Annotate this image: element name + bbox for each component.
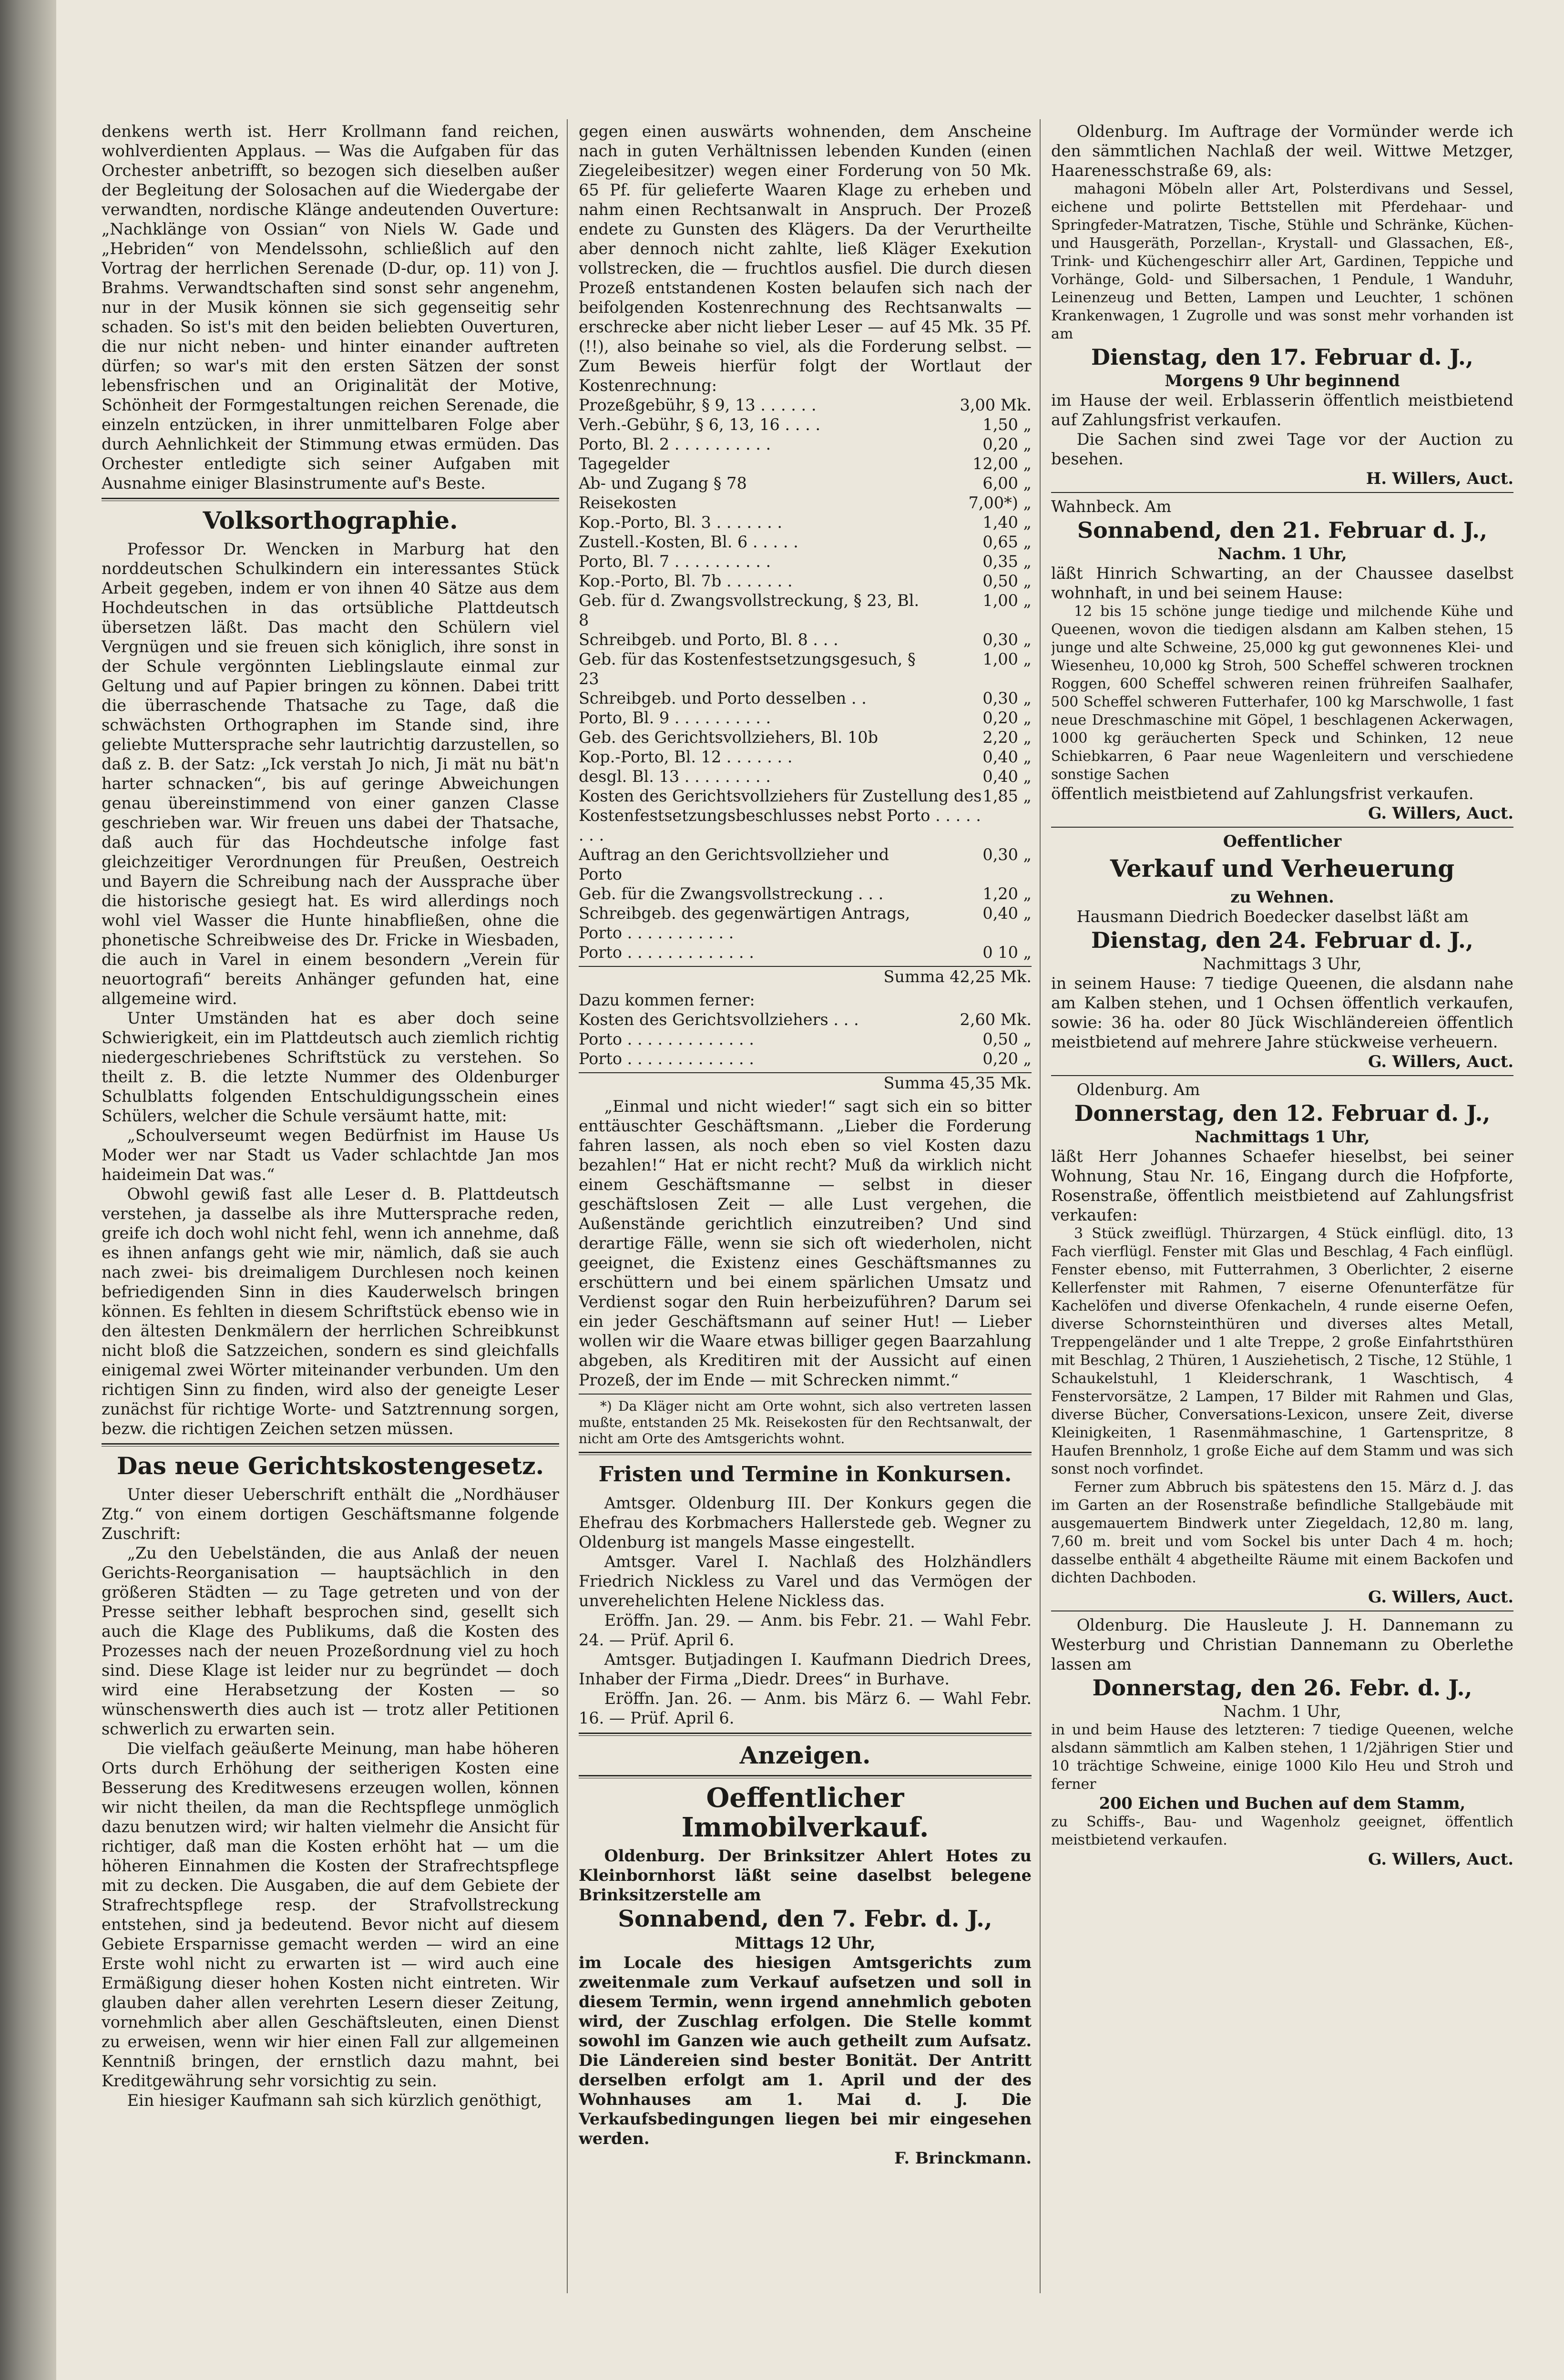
fee-label: Porto, Bl. 7 . . . . . . . . . .	[579, 552, 771, 571]
column-left	[102, 122, 559, 2296]
section-divider	[579, 1733, 1032, 1736]
ad-paragraph: Oldenburg. Am	[1076, 1080, 1200, 1099]
fee-row	[579, 454, 1032, 473]
fee-amount: 0,40 „	[982, 904, 1032, 923]
notice-paragraph: Eröffn. Jan. 26. — Anm. bis März 6. — Wahl Febr. 16. — Prüf. April 6.	[579, 1689, 1032, 1727]
fee-row	[579, 747, 1032, 767]
ad-heading: Verkauf und Verheuerung	[1110, 854, 1455, 882]
fee-amount: 0,20 „	[982, 435, 1032, 453]
ad-paragraph: öffentlich meistbietend auf Zahlungsfrist verkaufen.	[1051, 784, 1474, 803]
article-quote: „Schoulverseumt wegen Bedürfnist im Hause Us Moder wer nar Stadt us Vader schlachtde Jan mos haideimein Dat was.“	[102, 1126, 559, 1184]
ad-signature: F. Brinckmann.	[894, 2149, 1032, 2167]
fee-label: Verh.-Gebühr, § 6, 13, 16 . . . .	[579, 415, 821, 434]
fee-label: Zustell.-Kosten, Bl. 6 . . . . .	[579, 533, 798, 551]
fee-row	[579, 591, 1032, 630]
fee-label: Kop.-Porto, Bl. 3 . . . . . . .	[579, 513, 783, 532]
fee-amount: 1,20 „	[982, 884, 1032, 903]
fee-label: Porto . . . . . . . . . . . . .	[579, 943, 754, 962]
fee-label: Geb. für d. Zwangsvollstreckung, § 23, Bl. 8	[579, 591, 920, 629]
ad-date: Sonnabend, den 21. Februar d. J.,	[1077, 517, 1488, 543]
fee-label: Auftrag an den Gerichtsvollzieher und Porto	[579, 845, 889, 883]
fee-amount: 12,00 „	[972, 454, 1032, 473]
ad-kicker: Oeffentlicher	[1223, 832, 1342, 851]
fee-label: Reisekosten	[579, 493, 677, 512]
fee-label: Kosten des Gerichtsvollziehers . . .	[579, 1010, 859, 1029]
fee-label: Kop.-Porto, Bl. 7b . . . . . . .	[579, 572, 793, 590]
fee-amount: 0,65 „	[982, 533, 1032, 551]
fee-row	[579, 434, 1032, 454]
ad-paragraph: Ferner zum Abbruch bis spätestens den 15. März d. J. das im Garten an der Rosenstraße befindliche Stallgebäude mit ausgemauertem Bindwerk unter Ziegeldach, 12,80 m. lang, 7,60 m. breit und vom Sockel bis unter Dach 4 m. hoch; dasselbe enthält 4 abgetheilte Räume mit einem Backofen und dichten Dachboden.	[1051, 1479, 1513, 1586]
fee-row	[579, 493, 1032, 513]
article-heading: Fristen und Termine in Konkursen.	[598, 1462, 1012, 1487]
fee-row	[579, 943, 1032, 962]
fee-row	[579, 532, 1032, 552]
ad-items: mahagoni Möbeln aller Art, Polsterdivans und Sessel, eichene und polirte Bettstellen mit Pferdehaar- und Springfeder-Matratzen, Tische, Stühle und Schränke, Küchen- und Hausgeräth, Porzellan-, Krystall- und Glassachen, Eß-, Trink- und Küchengeschirr aller Art, Gardinen, Teppiche und Vorhänge, Gold- und Silbersachen, 1 Pendule, 1 Wanduhr, Leinenzeug und Betten, Lampen und Leuchter, 1 schönen Krankenwagen, 1 Zugrolle und was sonst mehr vorhanden ist am	[1051, 181, 1513, 342]
ad-paragraph: Oldenburg. Im Auftrage der Vormünder werde ich den sämmtlichen Nachlaß der weil. Wittwe Metzger, Haarenesschstraße 69, als:	[1051, 122, 1513, 180]
section-divider	[102, 498, 559, 501]
footnote-rule	[579, 1394, 1032, 1395]
fee-label: Kosten des Gerichtsvollziehers für Zustellung des Kostenfestsetzungsbeschlusses nebst Porto . . . . . . . .	[579, 787, 982, 844]
ad-heading: Oeffentlicher Immobilverkauf.	[681, 1782, 929, 1843]
fee-label: Schreibgeb. und Porto, Bl. 8 . . .	[579, 630, 838, 649]
fee-label: Ab- und Zugang § 78	[579, 474, 747, 492]
fee-row	[579, 513, 1032, 532]
fee-row	[579, 884, 1032, 903]
fee-label: desgl. Bl. 13 . . . . . . . . .	[579, 767, 771, 786]
fee-amount: 0,30 „	[982, 689, 1032, 708]
ad-signature: G. Willers, Auct.	[1368, 1588, 1513, 1606]
book-binding-edge	[0, 0, 56, 2380]
fee-row	[579, 649, 1032, 688]
fee-label: Porto, Bl. 9 . . . . . . . . . .	[579, 708, 771, 727]
fee-row	[579, 1049, 1032, 1068]
ad-time: Nachmittags 1 Uhr,	[1195, 1128, 1370, 1146]
ad-signature: G. Willers, Auct.	[1368, 1052, 1513, 1071]
notice-paragraph: Amtsger. Butjadingen I. Kaufmann Diedrich Drees, Inhaber der Firma „Diedr. Drees“ in Burhave.	[579, 1650, 1032, 1688]
ad-paragraph: Oldenburg. Der Brinksitzer Ahlert Hotes zu Kleinbornhorst läßt seine daselbst belegene Brinksitzerstelle am	[579, 1847, 1032, 1904]
fee-amount: 0,50 „	[982, 1030, 1032, 1048]
fee-row	[579, 395, 1032, 415]
ad-signature: G. Willers, Auct.	[1368, 1850, 1513, 1868]
fee-amount: 1,50 „	[982, 415, 1032, 434]
fee-row	[579, 473, 1032, 493]
fee-label: Tagegelder	[579, 454, 670, 473]
fee-label: Geb. für das Kostenfestsetzungsgesuch, § 23	[579, 650, 916, 688]
fee-row	[579, 786, 1032, 845]
ad-items: 12 bis 15 schöne junge tiedige und milchende Kühe und Queenen, wovon die tiedigen alsdann am Kalben stehen, 15 junge und alte Schweine, 25,000 kg gut gewonnenes Klei- und Wiesenheu, 10,000 kg Stroh, 500 Scheffel schweren trocknen Roggen, 600 Scheffel schweren reinen frühreifen Saalhafer, 500 Scheffel schweren Futterhafer, 100 kg Marschwolle, 1 fast neue Dreschmaschine mit Göpel, 1 beschlagenen Ackerwagen, 1000 kg geräucherten Speck und Schinken, 12 neue Schiebkarren, 6 Paar neue Wagenleitern und verschiedene sonstige Sachen	[1051, 603, 1513, 783]
ad-date: Sonnabend, den 7. Febr. d. J.,	[618, 1906, 992, 1932]
section-divider	[579, 1452, 1032, 1455]
section-divider	[579, 1775, 1032, 1778]
article-paragraph: Unter Umständen hat es aber doch seine Schwierigkeit, ein im Plattdeutsch auch ziemlich richtig niedergeschriebenes Schriftstück zu verstehen. So theilt z. B. die letzte Nummer des Oldenburger Schulblatts folgenden Entschuldigungsschein eines Schülers, welcher die Schule versäumt hatte, mit:	[102, 1009, 559, 1125]
fee-amount: 0,20 „	[982, 708, 1032, 727]
fee-amount: 7,00*) „	[968, 493, 1032, 512]
fee-amount: 0,50 „	[982, 572, 1032, 590]
fee-amount: 0,40 „	[982, 767, 1032, 786]
article-heading: Volksorthographie.	[203, 506, 458, 534]
ad-highlight: 200 Eichen und Buchen auf dem Stamm,	[1099, 1794, 1466, 1813]
fee-amount: 2,20 „	[982, 728, 1032, 747]
ad-items: in und beim Hause des letzteren: 7 tiedige Queenen, welche alsdann sämmtlich am Kalben stehen, 1 1/2jährigen Stier und 10 trächtige Schweine, einige 1000 Kilo Heu und Stroh und ferner	[1051, 1722, 1513, 1793]
column-middle	[579, 122, 1032, 2296]
ad-paragraph: Die Sachen sind zwei Tage vor der Auction zu besehen.	[1051, 430, 1513, 468]
article-paragraph: gegen einen auswärts wohnenden, dem Anscheine nach in guten Verhältnissen lebenden Kunden (einen Ziegeleibesitzer) wegen einer Forderung von 50 Mk. 65 Pf. für gelieferte Waaren Klage zu erheben und nahm einen Rechtsanwalt in Anspruch. Der Prozeß endete zu Gunsten des Klägers. Da der Verurtheilte aber dennoch nicht zahlte, ließ Kläger Exekution vollstrecken, die — fruchtlos ausfiel. Die durch diesen Prozeß entstandenen Kosten belaufen sich nach der beifolgenden Kostenrechnung des Rechtsanwalts — erschrecke aber nicht lieber Leser — auf 45 Mk. 35 Pf. (!!), also beinahe so viel, als die Forderung selbst. — Zum Beweis hierfür folgt der Wortlaut der Kostenrechnung:	[579, 122, 1032, 395]
fee-table	[579, 395, 1032, 962]
fee-label: Porto . . . . . . . . . . . . .	[579, 1049, 754, 1068]
ad-items: 3 Stück zweiflügl. Thürzargen, 4 Stück einflügl. dito, 13 Fach vierflügl. Fenster mit Glas und Beschlag, 4 Fach einflügl. Fenster ebenso, mit Futterrahmen, 3 Oberlichter, 2 eiserne Kellerfenster mit Rahmen, 7 eiserne Ofenunterfätze für Kachelöfen und diverse Ofenkacheln, 4 runde eiserne Oefen, diverse Schornsteinthüren und diverses altes Metall, Treppengeländer und 1 alte Treppe, 2 große Einfahrtsthüren mit Beschlag, 2 Thüren, 1 Ausziehetisch, 2 Tische, 12 Stühle, 1 Schaukelstuhl, 1 Kleiderschrank, 1 Waschtisch, 4 Fenstervorsätze, 2 Lampen, 17 Bilder mit Rahmen und Glas, diverse Bücher, Conversations-Lexicon, unsere Zeit, diverse Kleinigkeiten, 1 Rasenmähmaschine, 1 Gartenspritze, 8 Haufen Brennholz, 1 große Eiche auf dem Stamm und was sich sonst noch vorfindet.	[1051, 1225, 1513, 1477]
ad-signature: H. Willers, Auct.	[1366, 469, 1513, 488]
ad-paragraph: Hausmann Diedrich Boedecker daselbst läßt am	[1076, 907, 1469, 926]
footnote: *) Da Kläger nicht am Orte wohnt, sich also vertreten lassen mußte, entstanden 25 Mk. Reisekosten für den Rechtsanwalt, der nicht am Orte des Amtsgerichts wohnt.	[579, 1398, 1032, 1446]
fee-amount: 6,00 „	[982, 474, 1032, 492]
fee-label: Prozeßgebühr, § 9, 13 . . . . . .	[579, 396, 817, 414]
fee-amount: 2,60 Mk.	[960, 1010, 1032, 1029]
ad-paragraph: in seinem Hause: 7 tiedige Queenen, die alsdann nahe am Kalben stehen, und 1 Ochsen öffentlich verkaufen, sowie: 36 ha. oder 80 Jück Wischländereien öffentlich meistbietend auf mehrere Jahre stückweise verheuern.	[1051, 974, 1513, 1051]
fee-row	[579, 571, 1032, 591]
fee-amount: 1,85 „	[982, 787, 1032, 805]
fee-row	[579, 903, 1032, 943]
fee-amount: 0,40 „	[982, 748, 1032, 766]
newspaper-page	[56, 0, 1564, 2380]
ad-divider	[1051, 1075, 1513, 1076]
ad-time: Nachmittags 3 Uhr,	[1203, 954, 1362, 973]
ad-paragraph: im Hause der weil. Erblasserin öffentlich meistbietend auf Zahlungsfrist verkaufen.	[1051, 391, 1513, 429]
fee-row	[579, 708, 1032, 728]
fee-label: Schreibgeb. des gegenwärtigen Antrags, Porto . . . . . . . . . . .	[579, 904, 910, 942]
ad-date: Dienstag, den 17. Februar d. J.,	[1091, 344, 1473, 370]
fee-amount: 0,30 „	[982, 630, 1032, 649]
column-right	[1051, 122, 1513, 2296]
fee-row	[579, 845, 1032, 884]
ad-signature: G. Willers, Auct.	[1368, 804, 1513, 822]
notice-paragraph: Eröffn. Jan. 29. — Anm. bis Febr. 21. — Wahl Febr. 24. — Prüf. April 6.	[579, 1611, 1032, 1649]
article-paragraph: „Einmal und nicht wieder!“ sagt sich ein so bitter enttäuschter Geschäftsmann. „Lieber die Forderung fahren lassen, als noch eben so viel Kosten dazu bezahlen!“ Hat er nicht recht? Muß da wirklich nicht einem Geschäftsmanne — selbst in dieser geschäftslosen Zeit — alle Lust vergehen, die Außenstände gerichtlich einzutreiben? Und sind derartige Fälle, wenn sie sich oft wiederholen, nicht geeignet, die Existenz eines Geschäftsmannes zu erschüttern und bei einem spärlichen Umsatz und Verdienst sogar den Ruin herbeizuführen? Darum sei ein jeder Geschäftsmann auf seiner Hut! — Lieber wollen wir die Waare etwas billiger gegen Baarzahlung abgeben, als Kreditiren mit der Aussicht auf einen Prozeß, der im Ende — mit Schrecken nimmt.“	[579, 1097, 1032, 1389]
notice-paragraph: Amtsger. Oldenburg III. Der Konkurs gegen die Ehefrau des Korbmachers Hallerstede geb. Wegner zu Oldenburg ist mangels Masse eingestellt.	[579, 1494, 1032, 1551]
article-paragraph: Professor Dr. Wencken in Marburg hat den norddeutschen Schulkindern ein interessantes Stück Arbeit gegeben, indem er von ihnen 40 Sätze aus dem Hochdeutschen in das ortsübliche Plattdeutsch übersetzen läßt. Das macht den Schülern viel Vergnügen und sie freuen sich königlich, ihre sonst in der Schule vergönnten Lieblingslaute einmal zur Geltung und auf Papier bringen zu können. Dabei tritt die überraschende Thatsache zu Tage, daß die schwächsten Orthographen im Stande sind, ihre geliebte Muttersprache sehr lautrichtig darzustellen, so daß z. B. der Satz: „Ick verstah Jo nich, Ji mät nu bät'n harter schnacken“, bis auf geringe Abweichungen genau übereinstimmend von einer ganzen Classe geschrieben war. Wir freuen uns dabei der Thatsache, daß auch für das Hochdeutsche infolge fast gleichzeitiger Verordnungen für Preußen, Oestreich und Bayern die Schreibung nach der Aussprache über die historische gesiegt hat. Es wird allerdings noch wohl viel Wasser die Hunte hinabfließen, ohne die phonetische Schreibweise des Dr. Fricke in Wiesbaden, die auch in Varel in einem besondern „Verein für neuortografi“ bereits Anhänger gefunden hat, eine allgemeine wird.	[102, 540, 559, 1008]
ad-paragraph: zu Schiffs-, Bau- und Wagenholz geeignet, öffentlich meistbietend verkaufen.	[1051, 1814, 1513, 1848]
fee-amount: 0 10 „	[982, 943, 1032, 962]
article-paragraph: Ein hiesiger Kaufmann sah sich kürzlich genöthigt,	[127, 2091, 542, 2110]
fee-sum-total: Summa 45,35 Mk.	[579, 1072, 1032, 1093]
fee-amount: 1,00 „	[982, 591, 1032, 610]
fee-amount: 1,40 „	[982, 513, 1032, 532]
notice-paragraph: Amtsger. Varel I. Nachlaß des Holzhändlers Friedrich Nickless zu Varel und das Vermögen der unverehelichten Helene Nickless das.	[579, 1552, 1032, 1610]
ad-time: Nachm. 1 Uhr,	[1223, 1702, 1341, 1721]
ad-subheading: zu Wehnen.	[1230, 888, 1334, 906]
ad-paragraph: läßt Herr Johannes Schaefer hieselbst, bei seiner Wohnung, Stau Nr. 16, Eingang durch die Hofpforte, Rosenstraße, öffentlich meistbietend auf Zahlungsfrist verkaufen:	[1051, 1147, 1513, 1224]
ad-date: Donnerstag, den 26. Febr. d. J.,	[1092, 1675, 1472, 1701]
fee-label: Kop.-Porto, Bl. 12 . . . . . . .	[579, 748, 793, 766]
column-rule	[567, 119, 568, 2293]
fee-label: Porto, Bl. 2 . . . . . . . . . .	[579, 435, 771, 453]
ad-date: Dienstag, den 24. Februar d. J.,	[1091, 927, 1473, 953]
fee-sum: Summa 42,25 Mk.	[579, 966, 1032, 986]
fee-row	[579, 1029, 1032, 1049]
ad-paragraph: Oldenburg. Die Hausleute J. H. Dannemann zu Westerburg und Christian Dannemann zu Oberlethe lassen am	[1051, 1616, 1513, 1673]
fee-amount: 0,30 „	[982, 845, 1032, 864]
ads-heading: Anzeigen.	[739, 1741, 871, 1769]
fee-label: Schreibgeb. und Porto desselben . .	[579, 689, 867, 708]
fee-label: Porto . . . . . . . . . . . . .	[579, 1030, 754, 1048]
ad-paragraph: läßt Hinrich Schwarting, an der Chaussee daselbst wohnhaft, in und bei seinem Hause:	[1051, 564, 1513, 602]
fee-row	[579, 630, 1032, 649]
fee-label: Geb. des Gerichtsvollziehers, Bl. 10b	[579, 728, 879, 747]
fee-row	[579, 415, 1032, 434]
fee-amount: 0,20 „	[982, 1049, 1032, 1068]
ad-divider	[1051, 492, 1513, 493]
ad-time: Mittags 12 Uhr,	[735, 1934, 876, 1952]
fee-row	[579, 1010, 1032, 1029]
ad-paragraph: im Locale des hiesigen Amtsgerichts zum zweitenmale zum Verkauf aufsetzen und soll in diesem Termin, wenn irgend annehmlich geboten wird, der Zuschlag erfolgen. Die Stelle kommt sowohl im Ganzen wie auch getheilt zum Aufsatz. Die Ländereien sind bester Bonität. Der Antritt derselben erfolgt am 1. April und der des Wohnhauses am 1. Mai d. J. Die Verkaufsbedingungen liegen bei mir eingesehen werden.	[579, 1953, 1032, 2148]
fee-amount: 0,35 „	[982, 552, 1032, 571]
article-paragraph: Die vielfach geäußerte Meinung, man habe höheren Orts durch Erhöhung der seitherigen Kosten eine Besserung des Kreditwesens erzeugen wollen, können wir nicht theilen, da man die Rechtspflege unmöglich dazu benutzen wird; wir halten vielmehr die Ansicht für richtiger, daß man die Kosten erhöht hat — um die höheren Einnahmen die Kosten der Strafrechtspflege mit zu decken. Die Ausgaben, die auf dem Gebiete der Strafrechtspflege resp. der Strafvollstreckung entstehen, sind ja bedeutend. Bevor nicht auf diesem Gebiete Ersparnisse gemacht werden — wird an eine Erste wohl nicht zu erwarten ist — wird auch eine Ermäßigung dieser hohen Kosten nicht eintreten. Wir glauben daher allen verehrten Lesern dieser Zeitung, vornehmlich aber allen Geschäftsleuten, einen Dienst zu erweisen, wenn wir hier einen Fall zur allgemeinen Kenntniß bringen, der ernstlich dazu mahnt, bei Kreditgewährung sehr vorsichtig zu sein.	[102, 1739, 559, 2090]
article-heading: Das neue Gerichtskostengesetz.	[117, 1452, 544, 1480]
column-rule	[1040, 119, 1041, 2293]
fee-row	[579, 767, 1032, 786]
ad-paragraph: Wahnbeck. Am	[1051, 497, 1172, 516]
fee-table-extra	[579, 1010, 1032, 1068]
article-paragraph: Obwohl gewiß fast alle Leser d. B. Plattdeutsch verstehen, ja dasselbe als ihre Muttersprache reden, greife ich doch wohl nicht fehl, wenn ich annehme, daß es ihnen anfangs geht wie mir, nämlich, daß sie auch nach zwei- bis dreimaligem Durchlesen noch keinen befriedigenden Sinn in dies Kauderwelsch bringen können. Es fehlten in diesem Schriftstück ebenso wie in den ältesten Denkmälern der herrlichen Schreibkunst nicht bloß die Satzzeichen, sondern es sind gleichfalls einigemal zwei Wörter miteinander verbunden. Um den richtigen Sinn zu finden, wird also der geneigte Leser zunächst für richtige Worte- und Satztrennung sorgen, bezw. die richtigen Zeichen setzen müssen.	[102, 1185, 559, 1438]
ad-time: Nachm. 1 Uhr,	[1217, 544, 1347, 563]
ad-date: Donnerstag, den 12. Februar d. J.,	[1074, 1100, 1491, 1126]
section-divider	[102, 1443, 559, 1446]
fee-subheading: Dazu kommen ferner:	[579, 991, 755, 1009]
concert-review: denkens werth ist. Herr Krollmann fand reichen, wohlverdienten Applaus. — Was die Aufgaben für das Orchester anbetrifft, so bezogen sich dieselben außer der Begleitung der Solosachen auf die Wiedergabe der verwandten, nordische Klänge andeutenden Ouverture: „Nachklänge von Ossian“ von Niels W. Gade und „Hebriden“ von Mendelssohn, schließlich auf den Vortrag der herrlichen Serenade (D-dur, op. 11) von J. Brahms. Verwandtschaften sind sonst sehr angenehm, nur in der Musik können sie sich gegenseitig sehr schaden. So ist's mit den beiden beliebten Ouverturen, die nur nicht neben- und hinter einander auftreten dürfen; so war's mit den ersten Sätzen der sonst lebensfrischen und an Originalität der Motive, Schönheit der Formgestaltungen reichen Serenade, die einzeln entzücken, in ihrer unmittelbaren Folge aber durch Aehnlichkeit der Stimmung etwas ermüden. Das Orchester entledigte sich seiner Aufgaben mit Ausnahme einiger Blasinstrumente auf's Beste.	[102, 122, 559, 492]
ad-time: Morgens 9 Uhr beginnend	[1165, 371, 1400, 390]
fee-row	[579, 728, 1032, 747]
article-paragraph: Unter dieser Ueberschrift enthält die „Nordhäuser Ztg.“ von einem dortigen Geschäftsmanne folgende Zuschrift:	[102, 1485, 559, 1543]
fee-row	[579, 688, 1032, 708]
fee-amount: 3,00 Mk.	[960, 396, 1032, 414]
fee-label: Geb. für die Zwangsvollstreckung . . .	[579, 884, 884, 903]
fee-row	[579, 552, 1032, 571]
ad-divider	[1051, 827, 1513, 828]
fee-amount: 1,00 „	[982, 650, 1032, 668]
article-paragraph: „Zu den Uebelständen, die aus Anlaß der neuen Gerichts-Reorganisation — hauptsächlich in den größeren Städten — zu Tage getreten und von der Presse seither lebhaft besprochen sind, gesellt sich auch die Klage des Publikums, daß die Kosten des Prozesses nach der neuen Prozeßordnung viel zu hoch sind. Diese Klage ist leider nur zu begründet — doch wird eine Herabsetzung der Kosten — so wünschenswerth dies auch ist — trotz aller Petitionen schwerlich zu erwarten sein.	[102, 1544, 559, 1738]
